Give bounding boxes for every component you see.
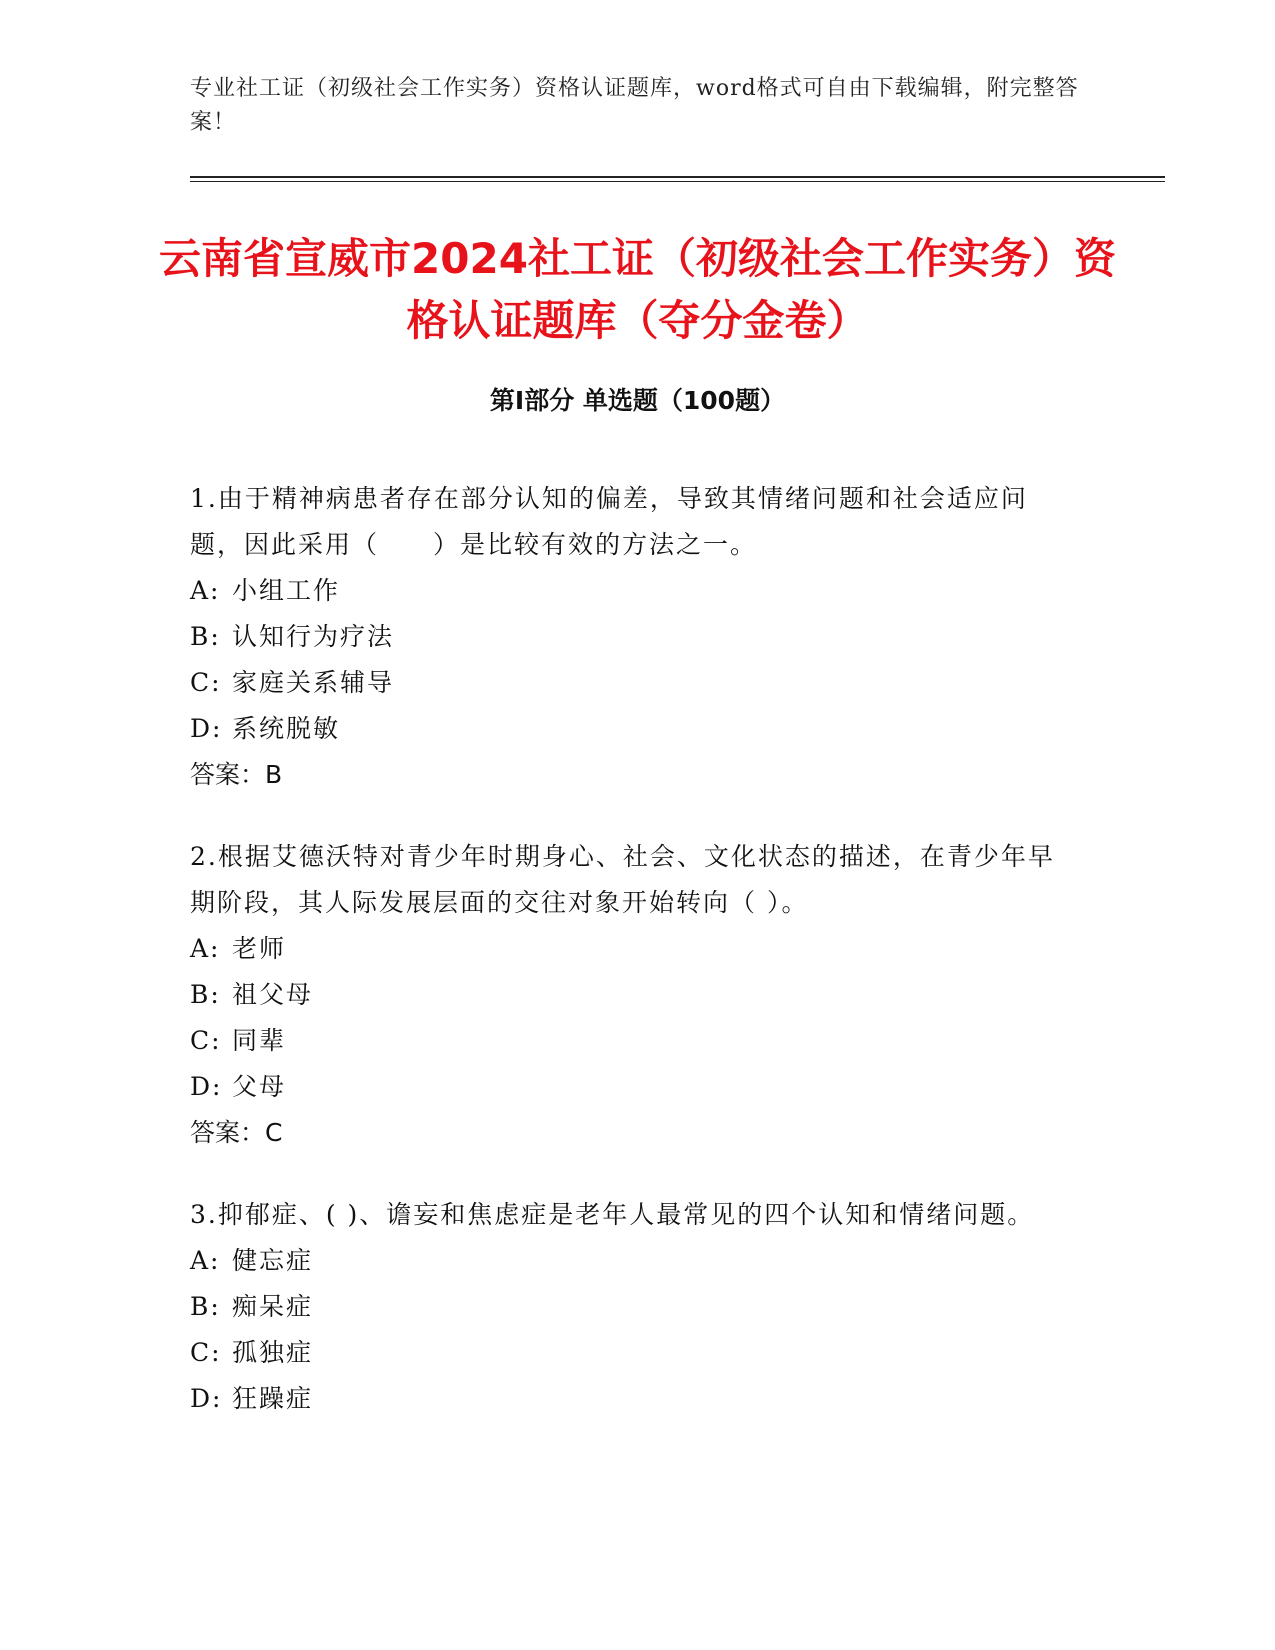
option-b <box>190 614 1080 660</box>
question-1 <box>190 476 1080 798</box>
option-key: C: <box>190 668 222 697</box>
option-key: C: <box>190 1026 222 1055</box>
option-key: B: <box>190 980 221 1009</box>
option-a <box>190 1238 1080 1284</box>
option-d <box>190 1064 1080 1110</box>
option-c <box>190 1018 1080 1064</box>
option-key: B: <box>190 622 221 651</box>
question-stem: 1.由于精神病患者存在部分认知的偏差，导致其情绪问题和社会适应问题，因此采用（ ）是比较有效的方法之一。 <box>190 484 1028 559</box>
option-key: D: <box>190 1384 223 1413</box>
option-text: 系统脱敏 <box>232 714 341 743</box>
option-text: 认知行为疗法 <box>232 622 395 651</box>
option-d <box>190 706 1080 752</box>
option-text: 家庭关系辅导 <box>232 668 395 697</box>
option-a <box>190 926 1080 972</box>
option-a <box>190 568 1080 614</box>
option-text: 小组工作 <box>232 576 341 605</box>
option-key: A: <box>190 1246 221 1275</box>
option-text: 痴呆症 <box>232 1292 314 1321</box>
option-key: A: <box>190 576 221 605</box>
option-b <box>190 972 1080 1018</box>
question-answer: 答案：B <box>190 760 283 789</box>
section-title: 第Ⅰ部分 单选题（100题） <box>489 386 786 415</box>
option-text: 健忘症 <box>232 1246 314 1275</box>
option-key: D: <box>190 1072 223 1101</box>
option-key: D: <box>190 714 223 743</box>
question-3 <box>190 1192 1080 1422</box>
question-2 <box>190 834 1080 1156</box>
header-note: 专业社工证（初级社会工作实务）资格认证题库，word格式可自由下载编辑，附完整答案！ <box>190 76 1079 135</box>
question-list <box>190 476 1080 1458</box>
header-divider-thin <box>190 181 1165 182</box>
question-stem: 2.根据艾德沃特对青少年时期身心、社会、文化状态的描述，在青少年早期阶段，其人际发展层面的交往对象开始转向（ ）。 <box>190 842 1055 917</box>
option-text: 狂躁症 <box>232 1384 314 1413</box>
option-key: C: <box>190 1338 222 1367</box>
question-answer: 答案：C <box>190 1118 283 1147</box>
option-c <box>190 660 1080 706</box>
option-text: 父母 <box>232 1072 287 1101</box>
option-text: 老师 <box>232 934 287 963</box>
option-d <box>190 1376 1080 1422</box>
header-divider <box>190 176 1165 178</box>
option-key: A: <box>190 934 221 963</box>
option-c <box>190 1330 1080 1376</box>
option-text: 同辈 <box>232 1026 287 1055</box>
option-text: 祖父母 <box>232 980 314 1009</box>
option-b <box>190 1284 1080 1330</box>
document-title: 云南省宣威市2024社工证（初级社会工作实务）资格认证题库（夺分金卷） <box>159 234 1116 345</box>
option-text: 孤独症 <box>232 1338 314 1367</box>
question-stem: 3.抑郁症、( )、谵妄和焦虑症是老年人最常见的四个认知和情绪问题。 <box>190 1200 1035 1229</box>
option-key: B: <box>190 1292 221 1321</box>
